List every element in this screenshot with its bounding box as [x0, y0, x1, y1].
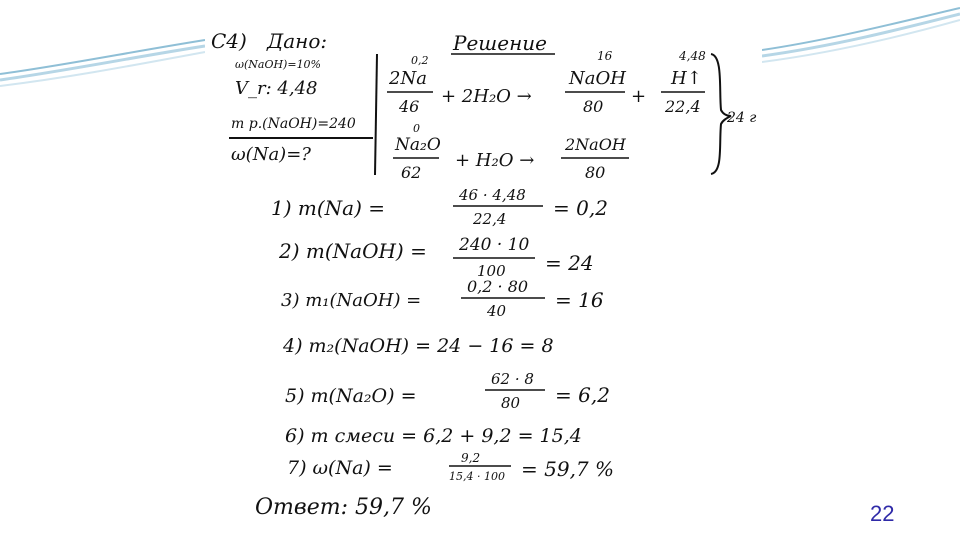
- step-6: 6) m смеси = 6,2 + 9,2 = 15,4: [285, 425, 582, 447]
- eq1-coef-na: 0,2: [411, 54, 429, 67]
- step-3-numerator: 0,2 · 80: [467, 277, 529, 296]
- step-5-numerator: 62 · 8: [491, 370, 534, 388]
- given-title: Дано:: [267, 29, 328, 53]
- eq1-h2-molar: 22,4: [665, 97, 701, 116]
- eq1-plus-water: + 2H₂O →: [441, 86, 532, 107]
- decorative-wave-right-2: [762, 14, 960, 56]
- decorative-wave-right-3: [762, 20, 960, 62]
- step-1-label: 1) m(Na) =: [271, 196, 385, 220]
- eq1-na: 2Na: [389, 68, 427, 89]
- eq2-coef-na2o: 0: [413, 122, 420, 135]
- step-5-denominator: 80: [501, 394, 521, 412]
- eq1-coef-h2: 4,48: [679, 49, 706, 63]
- given-find: ω(Na)=?: [231, 144, 311, 165]
- step-2-numerator: 240 · 10: [459, 235, 530, 255]
- eq2-na2o: Na₂O: [395, 135, 441, 155]
- step-2-denominator: 100: [477, 262, 506, 280]
- problem-number: C4): [211, 29, 247, 53]
- eq2-naoh: 2NaOH: [565, 135, 626, 154]
- decorative-wave-left-2: [0, 46, 205, 80]
- step-3-result: = 16: [555, 288, 604, 312]
- step-5-result: = 6,2: [555, 383, 610, 407]
- given-volume: V_r: 4,48: [235, 78, 318, 99]
- step-4: 4) m₂(NaOH) = 24 − 16 = 8: [283, 335, 554, 357]
- eq1-coef-naoh: 16: [597, 49, 613, 63]
- eq2-naoh-molar: 80: [585, 163, 606, 182]
- given-w-naoh: ω(NaOH)=10%: [235, 58, 322, 71]
- given-mass-naoh: m р.(NaOH)=240: [231, 116, 356, 132]
- step-5-label: 5) m(Na₂O) =: [285, 385, 417, 407]
- total-mass: 24 г: [727, 110, 757, 126]
- step-1-numerator: 46 · 4,48: [459, 186, 526, 204]
- step-7-label: 7) ω(Na) =: [287, 457, 393, 479]
- eq1-plus: +: [631, 86, 647, 107]
- step-1-denominator: 22,4: [473, 210, 507, 228]
- eq1-naoh-molar: 80: [583, 97, 604, 116]
- step-2-label: 2) m(NaOH) =: [279, 239, 427, 263]
- step-3-denominator: 40: [487, 302, 507, 320]
- solution-title: Решение: [453, 31, 547, 55]
- eq1-na-molar: 46: [399, 97, 420, 116]
- eq1-naoh: NaOH: [569, 68, 626, 89]
- given-vertical-line: [375, 54, 377, 175]
- eq2-plus-water: + H₂O →: [455, 150, 535, 171]
- eq2-na2o-molar: 62: [401, 163, 422, 182]
- step-2-result: = 24: [545, 251, 594, 275]
- handwritten-solution-image: [205, 10, 762, 525]
- page-number: 22: [870, 501, 895, 526]
- step-7-denominator: 15,4 · 100: [449, 470, 505, 483]
- eq1-h2: H↑: [671, 68, 702, 89]
- step-3-label: 3) m₁(NaOH) =: [281, 290, 422, 311]
- step-7-result: = 59,7 %: [521, 457, 615, 481]
- answer: Ответ: 59,7 %: [255, 495, 432, 520]
- step-7-numerator: 9,2: [461, 451, 481, 465]
- step-1-result: = 0,2: [553, 196, 608, 220]
